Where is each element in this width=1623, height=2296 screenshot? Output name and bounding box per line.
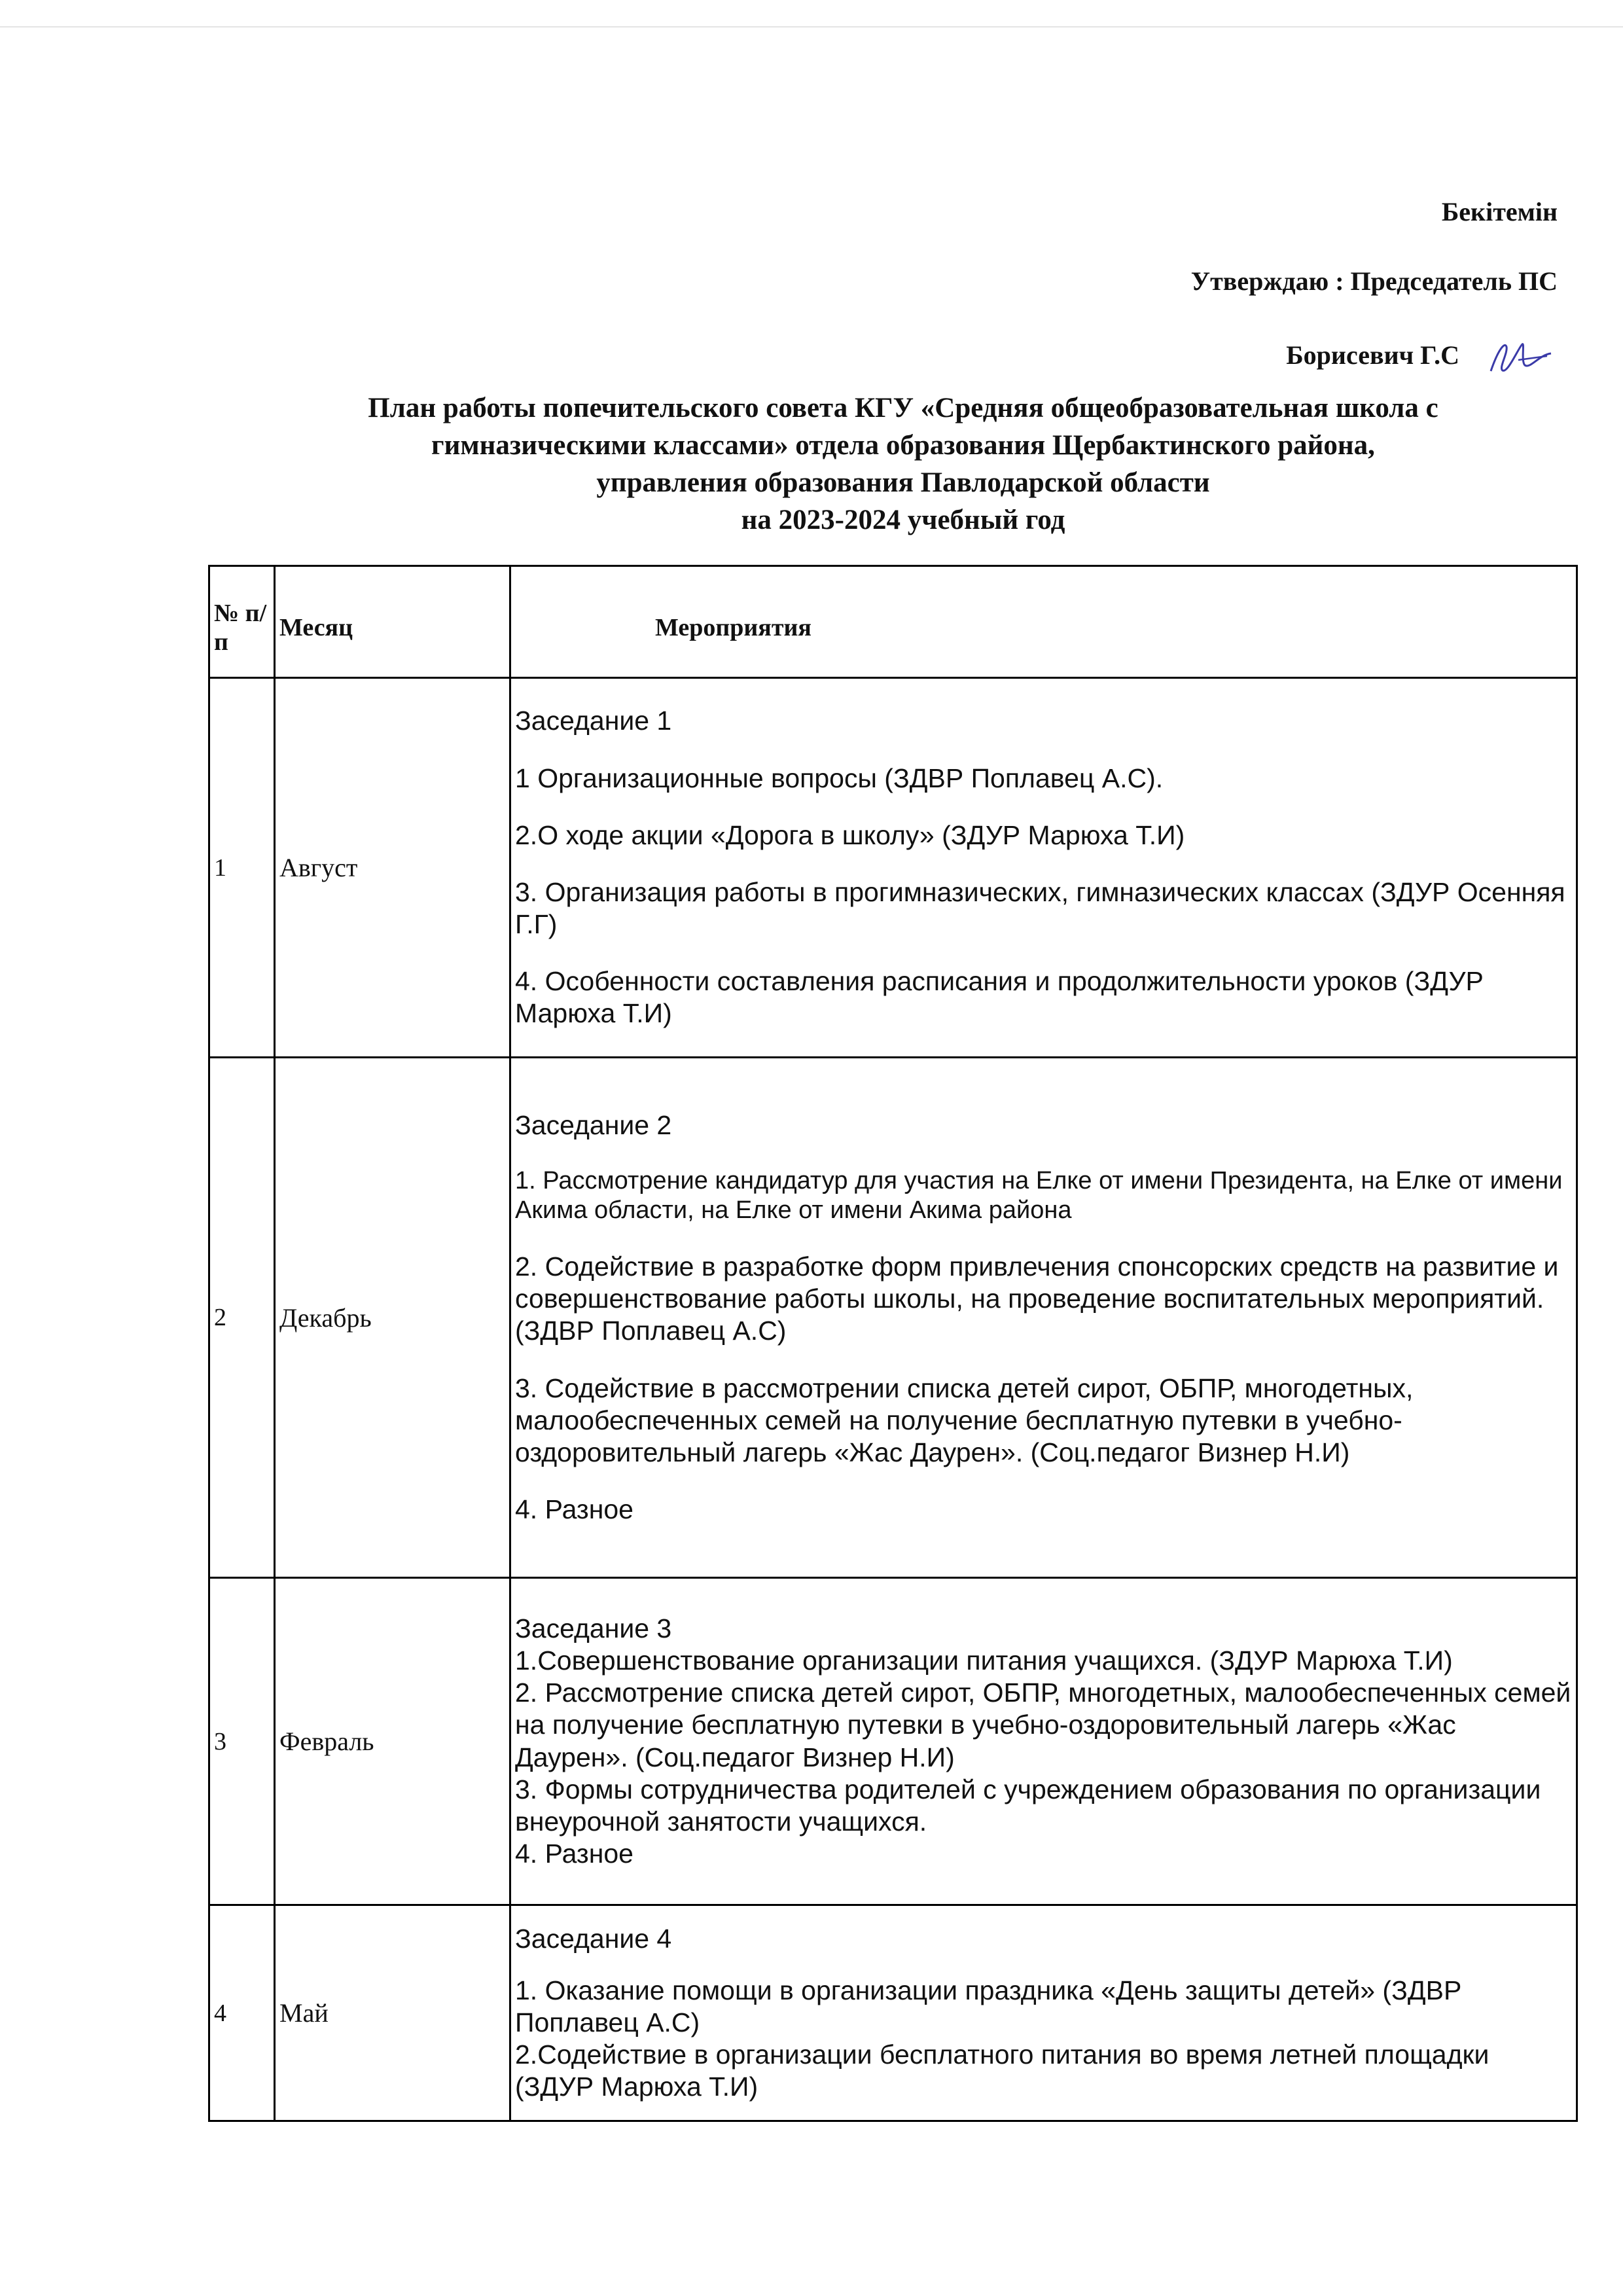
event-item: 1. Рассмотрение кандидатур для участия на Елке от имени Президента, на Елке от имени Акима области, на Елке от имени Акима района: [515, 1166, 1563, 1225]
event-item: 3. Организация работы в прогимназических, гимназических классах (ЗДУР Осенняя Г.Г): [515, 876, 1565, 940]
event-item: 1. Оказание помощи в организации праздника «День защиты детей» (ЗДВР Поплавец А.С): [515, 1975, 1462, 2037]
event-item: 4. Разное: [515, 1494, 633, 1525]
row-num: 3: [209, 1578, 275, 1905]
row-events: [510, 678, 1577, 1058]
event-item: Заседание 2: [515, 1109, 672, 1140]
table-row: [209, 1058, 1577, 1578]
header-events: Мероприятия: [510, 566, 1577, 678]
table-header-row: [209, 566, 1577, 678]
title-line-4: на 2023-2024 учебный год: [741, 505, 1065, 535]
title-line-1: План работы попечительского совета КГУ «Средняя общеобразовательная школа с: [368, 393, 1438, 423]
document-title: [216, 389, 1590, 539]
title-line-3: управления образования Павлодарской области: [596, 467, 1210, 498]
plan-table: [208, 565, 1578, 2122]
event-item: 2. Рассмотрение списка детей сирот, ОБПР, многодетных, малообеспеченных семей на получение бесплатную путевки в учебно-оздоровительный лагерь «Жас Даурен». (Соц.педагог Визнер Н.И): [515, 1677, 1571, 1772]
event-item: 3. Содействие в рассмотрении списка детей сирот, ОБПР, многодетных, малообеспеченных семей на получение бесплатную путевки в учебно-оздоровительный лагерь «Жас Даурен». (Соц.педагог Визнер Н.И): [515, 1372, 1414, 1467]
header-month: Месяц: [275, 566, 510, 678]
signature-icon: [1479, 335, 1558, 381]
row-month: Февраль: [275, 1578, 510, 1905]
approver-name: Борисевич Г.С: [1286, 340, 1459, 370]
row-month: Май: [275, 1905, 510, 2121]
approval-line-2: Утверждаю : Председатель ПС: [1190, 266, 1558, 296]
row-month: Август: [275, 678, 510, 1058]
event-item: 1 Организационные вопросы (ЗДВР Поплавец А.С).: [515, 762, 1164, 793]
approval-line-3: [1191, 335, 1558, 381]
row-events: [510, 1578, 1577, 1905]
approval-line-1: Бекітемін: [1441, 197, 1558, 226]
row-events: [510, 1058, 1577, 1578]
event-item: Заседание 3: [515, 1613, 672, 1643]
table-row: [209, 1578, 1577, 1905]
scan-edge: [0, 26, 1623, 27]
row-month: Декабрь: [275, 1058, 510, 1578]
event-item: 2.Содействие в организации бесплатного питания во время летней площадки (ЗДУР Марюха Т.И): [515, 2039, 1489, 2102]
row-num: 4: [209, 1905, 275, 2121]
event-item: Заседание 1: [515, 706, 672, 736]
event-item: 2.О ходе акции «Дорога в школу» (ЗДУР Марюха Т.И): [515, 819, 1185, 850]
event-item: Заседание 4: [515, 1923, 672, 1954]
row-events: [510, 1905, 1577, 2121]
row-num: 2: [209, 1058, 275, 1578]
event-item: 3. Формы сотрудничества родителей с учреждением образования по организации внеурочной занятости учащихся.: [515, 1774, 1541, 1837]
table-row: [209, 1905, 1577, 2121]
event-item: 2. Содействие в разработке форм привлечения спонсорских средств на развитие и совершенствование работы школы, на проведение воспитательных мероприятий. (ЗДВР Поплавец А.С): [515, 1251, 1559, 1346]
row-num: 1: [209, 678, 275, 1058]
event-item: 4. Особенности составления расписания и продолжительности уроков (ЗДУР Марюха Т.И): [515, 966, 1484, 1029]
table-row: [209, 678, 1577, 1058]
title-line-2: гимназическими классами» отдела образования Щербактинского района,: [431, 430, 1375, 461]
header-num: № п/п: [209, 566, 275, 678]
event-item: 1.Совершенствование организации питания учащихся. (ЗДУР Марюха Т.И): [515, 1645, 1453, 1676]
event-item: 4. Разное: [515, 1839, 633, 1869]
approval-block: [1191, 196, 1558, 381]
